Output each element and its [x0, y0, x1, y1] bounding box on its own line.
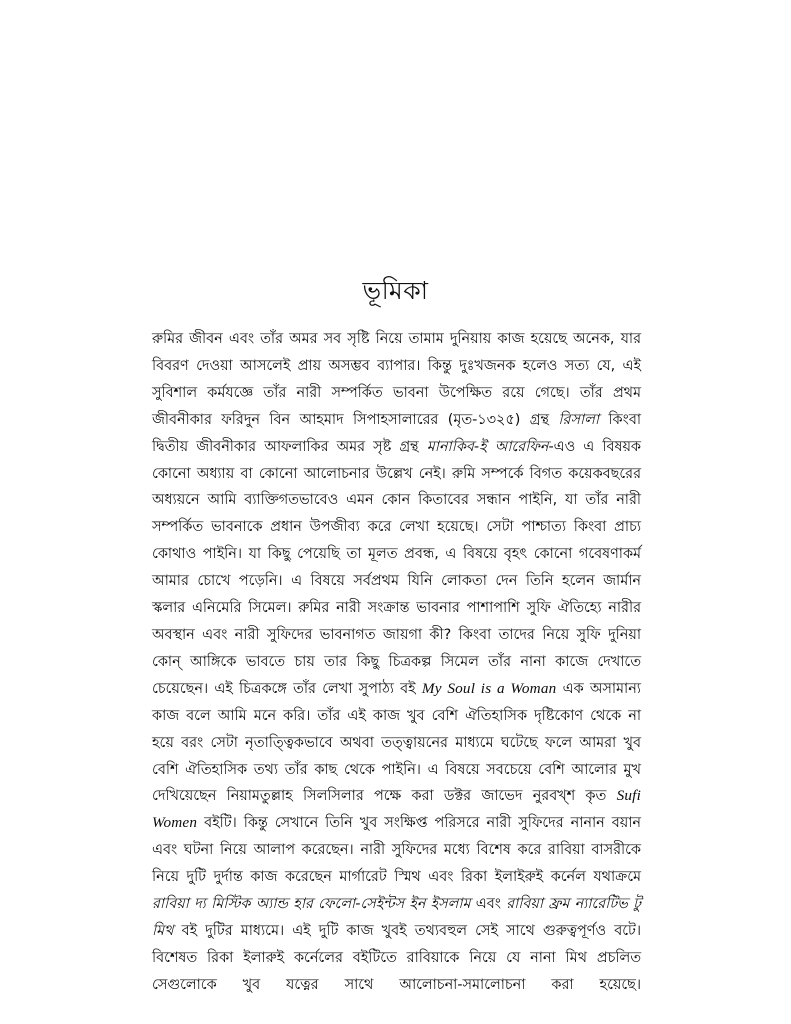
body-text-run: রুমির জীবন এবং তাঁর অমর সব সৃষ্টি নিয়ে তামাম দুনিয়ায় কাজ হয়েছে অনেক, যার বিবরণ দেওয়া আসলেই প্রায় অসম্ভব ব্যাপার। কিন্তু দুঃখজনক হলেও সত্য যে, এই সুবিশাল কর্মযজ্ঞে তাঁর নারী সম্পর্কিত ভাবনা উপেক্ষিত রয়ে গেছে। তাঁর প্রথম জীবনীকার ফরিদুন বিন আহমাদ সিপাহসালারের (মৃত-১৩২৫) গ্রন্থ	[152, 331, 641, 428]
page-title: ভূমিকা	[362, 275, 429, 305]
body-paragraph	[152, 326, 641, 1024]
body-text-block	[152, 326, 641, 1024]
body-text-run: -এও এ বিষয়ক কোনো অধ্যায় বা কোনো আলোচনার উল্লেখ নেই। রুমি সম্পর্কে বিগত কয়েকবছরের অধ্যয়নে আমি ব্যাক্তিগতভাবেও এমন কোন কিতাবের সন্ধান পাইনি, যা তাঁর নারী সম্পর্কিত ভাবনাকে প্রধান উপজীব্য করে লেখা হয়েছে। সেটা পাশ্চাত্য কিংবা প্রাচ্য কোথাও পাইনি। যা কিছু পেয়েছি তা মূলত প্রবন্ধ, এ বিষয়ে বৃহৎ কোনো গবেষণাকর্ম আমার চোখে পড়েনি। এ বিষয়ে সর্বপ্রথম যিনি লোকতা দেন তিনি হলেন জার্মান স্কলার এনিমেরি সিমেল। রুমির নারী সংক্রান্ত ভাবনার পাশাপাশি সুফি ঐতিহ্যে নারীর অবস্থান এবং নারী সুফিদের ভাবনাগত জায়গা কী? কিংবা তাদের নিয়ে সুফি দুনিয়া কোন্ আঙ্গিকে ভাবতে চায় তার কিছু চিত্রকল্প সিমেল তাঁর নানা কাজে দেখাতে চেয়েছেন। এই চিত্রকঙ্গে তাঁর লেখা সুপাঠ্য বই	[152, 438, 641, 697]
body-text-run: কিংবা দ্বিতীয় জীবনীকার আফলাকির অমর সৃষ্ট গ্রন্থ	[152, 411, 642, 455]
body-text-run: এক অসামান্য কাজ বলে আমি মনে করি। তাঁর এই কাজ খুব বেশি ঐতিহাসিক দৃষ্টিকোণ থেকে না হয়ে বরং সেটা নৃতাত্ত্বিকভাবে অথবা তত্ত্বায়নের মাধ্যমে ঘটেছে ফলে আমরা খুব বেশি ঐতিহাসিক তথ্য তাঁর কাছ থেকে পাইনি। এ বিষয়ে সবচেয়ে বেশি আলোর মুখ দেখিয়েছেন নিয়ামতুল্লাহ সিলসিলার পক্ষে করা ডক্টর জাভেদ নুরবখ্শ কৃত	[152, 680, 641, 805]
book-title-en: Sufi Women	[152, 787, 641, 832]
book-title-bn: রাবিয়া ফ্রম ন্যারেটিভ টু মিথ	[152, 896, 641, 939]
body-text-run: বইটি। কিন্তু সেখানে তিনি খুব সংক্ষিপ্ত পরিসরে নারী সুফিদের নানান বয়ান এবং ঘটনা নিয়ে আলাপ করেছেন। নারী সুফিদের মধ্যে বিশেষ করে রাবিয়া বাসরীকে নিয়ে দুটি দুর্দান্ত কাজ করেছেন মার্গারেট স্মিথ এবং রিকা ইলাইরুই কর্নেল যথাক্রমে	[152, 815, 641, 886]
body-text-run: এবং	[470, 896, 507, 913]
book-title-bn: রাবিয়া দ্য মিস্টিক অ্যান্ড হার ফেলো-সেইন্টস ইন ইসলাম	[152, 896, 471, 913]
book-title-bn: মানাকিব-ই আরেফিন	[426, 438, 549, 455]
book-title-en: My Soul is a Woman	[421, 679, 557, 697]
book-title-bn: রিসালা	[558, 411, 600, 428]
body-text-run: বই দুটির মাধ্যমে। এই দুটি কাজ খুবই তথ্যবহুল সেই সাথে গুরুত্বপূর্ণও বটে। বিশেষত রিকা ইলারুই কর্নেলের বইটিতে রাবিয়াকে নিয়ে যে নানা মিথ প্রচলিত সেগুলোকে খুব যত্নের সাথে আলোচনা-সমালোচনা করা হয়েছে।	[152, 922, 641, 993]
